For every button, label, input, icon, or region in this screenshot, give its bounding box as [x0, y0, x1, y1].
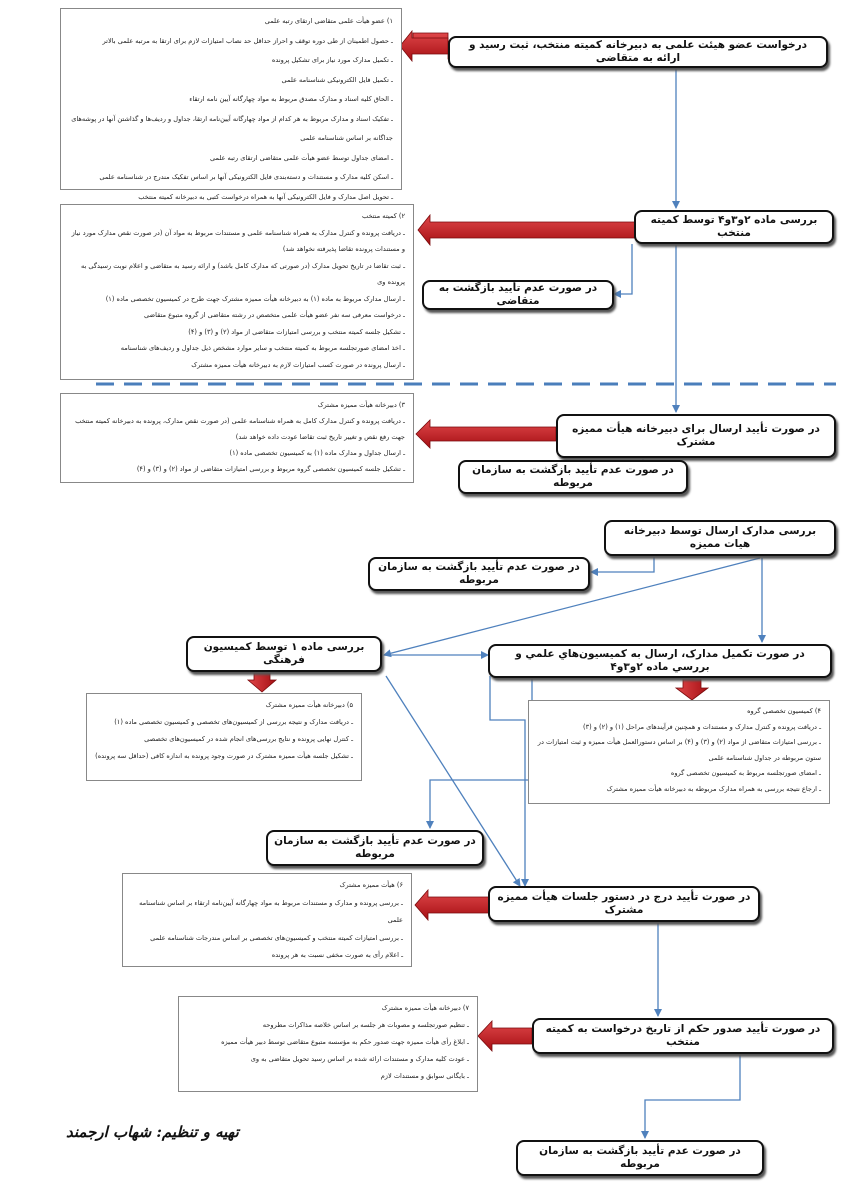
panel-item: ـ تکمیل مدارک مورد نیاز برای تشکیل پرونده	[271, 56, 393, 64]
red-arrow-s12-p7	[478, 1021, 532, 1051]
step-request-submission: درخواست عضو هیئت علمی به دبیرخانه کمیته منتخب، ثبت رسید و ارائه به متقاضی	[448, 36, 828, 68]
panel-item: ـ حصول اطمینان از طی دوره توقف و احراز حداقل حد نصاب امتیازات لازم برای ارتقا به مرتبه علمی بالاتر	[102, 36, 393, 45]
panel-item: ـ تکمیل فایل الکترونیکی شناسنامه علمی	[281, 75, 393, 84]
red-arrow-s4-p3	[416, 420, 556, 448]
step-cultural-commission-review: بررسی ماده ۱ توسط کمیسیون فرهنگی	[186, 636, 382, 672]
panel-item: ـ تفکیک اسناد و مدارک مربوط به هر کدام از مواد چهارگانه آیین‌نامه ارتقا، جداول و ردیف‌ها و گذاشتن آنها در پوشه‌های جداگانه بر اساس شناسنامه علمی	[71, 114, 393, 142]
panel-committee-tasks	[60, 204, 414, 380]
connector-s9-s10	[430, 676, 532, 828]
panel-item: ـ اخذ امضای صورتجلسه مربوط به کمیته منتخب و سایر موارد مشخص ذیل جداول و ردیف‌های شناسنامه	[120, 344, 405, 352]
red-arrow-s9-p4	[676, 678, 708, 700]
panel-item: ـ ثبت تقاضا در تاریخ تحویل مدارک (در صورتی که مدارک کامل باشد) و ارائه رسید به متقاضی و اعلام نوبت رسیدگی به پرونده وی	[80, 261, 405, 286]
panel-item: ـ بررسی امتیازات کمیته منتخب و کمیسیون‌های تخصصی بر اساس مندرجات شناسنامه علمی	[150, 933, 403, 942]
step-return-to-organization-1: در صورت عدم تأیید بازگشت به سازمان مربوطه	[458, 460, 688, 494]
step-return-to-organization-4: در صورت عدم تأیید بازگشت به سازمان مربوطه	[516, 1140, 764, 1176]
panel-item: ـ کنترل نهایی پرونده و نتایج بررسی‌های انجام شده در کمیسیون‌های تخصصی	[144, 735, 353, 743]
panel-item: ـ درخواست معرفی سه نفر عضو هیأت علمی متخصص در رشته متقاضی از گروه متبوع متقاضی	[144, 311, 405, 319]
panel-item: ـ اسکن کلیه مدارک و مستندات و دسته‌بندی فایل الکترونیکی آنها بر اساس تفکیک مندرج در شناسنامه علمی	[99, 173, 393, 181]
panel-specialized-commission-tasks	[528, 700, 830, 804]
step-send-to-board-secretariat: در صورت تأیید ارسال برای دبیرخانه هیأت ممیزه مشترک	[556, 414, 836, 458]
panel-item: ـ دریافت مدارک و نتیجه بررسی از کمیسیون‌های تخصصی و کمیسیون تخصصی ماده (۱)	[114, 718, 353, 726]
panel-item: ـ امضای جداول توسط عضو هیأت علمی متقاضی ارتقای رتبه علمی	[210, 153, 393, 162]
panel-item: ـ امضای صورتجلسه مربوط به کمیسیون تخصصی گروه	[670, 769, 821, 777]
panel-item: ـ بررسی امتیازات متقاضی از مواد (۲) و (۳) و (۴) بر اساس دستورالعمل هیأت ممیزه و ثبت امتیازات در ستون مربوطه در جداول شناسنامه علمی	[537, 738, 821, 762]
panel-item: ـ بررسی پرونده و مدارک و مستندات مربوط به مواد چهارگانه آیین‌نامه ارتقاء بر اساس شناسنامه علمی	[139, 898, 403, 924]
step-board-meeting-agenda: در صورت تأیید درج در دستور جلسات هیأت ممیزه مشترک	[488, 886, 760, 922]
panel-item: ـ ارسال جداول و مدارک ماده (۱) به کمیسیون تخصصی ماده (۱)	[229, 449, 405, 457]
panel-item: ـ دریافت پرونده و کنترل مدارک به همراه شناسنامه علمی و مستندات مربوط به مواد آن (در صورت نقص مدارک مورد نیاز و مستندات پرونده تقاضا پذیرفته نخواهد شد)	[71, 228, 405, 253]
author-signature: تهیه و تنظیم: شهاب ارجمند	[66, 1123, 239, 1141]
red-arrow-s11-p6	[415, 890, 490, 920]
panel-title: ۵) دبیرخانه هیأت ممیزه مشترک	[265, 701, 353, 709]
step-return-to-applicant: در صورت عدم تأیید بازگشت به متقاضی	[422, 280, 614, 310]
step-return-to-organization-2: در صورت عدم تأیید بازگشت به سازمان مربوطه	[368, 557, 590, 591]
panel-title: ۱) عضو هیأت علمی متقاضی ارتقای رتبه علمی	[264, 17, 393, 25]
panel-item: ـ ابلاغ رأی هیأت ممیزه جهت صدور حکم به مؤسسه متبوع متقاضی توسط دبیر هیأت ممیزه	[221, 1038, 469, 1046]
step-scientific-commissions-review: در صورت تکمیل مدارک، ارسال به کمیسیون‌هاي علمي و بررسي ماده ۲و۳و۴	[488, 644, 832, 678]
step-secretariat-review: بررسی مدارک ارسال توسط دبیرخانه هیات ممیزه	[604, 520, 836, 556]
connector-s6-s7	[591, 554, 654, 572]
step-return-to-organization-3: در صورت عدم تأیید بازگشت به سازمان مربوطه	[266, 830, 484, 866]
panel-title: ۲) کمیته منتخب	[361, 212, 405, 220]
panel-item: ـ تحویل اصل مدارک و فایل الکترونیکی آنها به همراه درخواست کتبی به دبیرخانه کمیته منتخب	[138, 192, 393, 201]
step-committee-review: بررسی ماده ۲و۳و۴ توسط کمیته منتخب	[634, 210, 834, 244]
panel-review-board-tasks	[122, 873, 412, 967]
panel-item: ـ تنظیم صورتجلسه و مصوبات هر جلسه بر اساس خلاصه مذاکرات مطروحه	[262, 1021, 469, 1029]
panel-item: ـ عودت کلیه مدارک و مستندات ارائه شده بر اساس رسید تحویل متقاضی به وی	[250, 1055, 469, 1063]
panel-title: ۷) دبیرخانه هیأت ممیزه مشترک	[381, 1004, 469, 1012]
panel-final-secretariat-tasks	[178, 996, 478, 1092]
connector-s9-s11	[490, 676, 525, 886]
connector-s12-s13	[645, 1052, 740, 1138]
panel-board-secretariat-tasks	[60, 393, 414, 483]
panel-item: ـ تشکیل جلسه کمیسیون تخصصی گروه مربوط و بررسی امتیازات متقاضی از مواد (۲) و (۳) و (۴)	[136, 465, 405, 473]
connector-s2-s3	[614, 244, 632, 294]
panel-title: ۴) کمیسیون تخصصی گروه	[747, 707, 821, 715]
red-arrow-s2-p2	[418, 215, 636, 245]
panel-applicant-tasks	[60, 8, 402, 201]
panel-item: ـ بایگانی سوابق و مستندات لازم	[380, 1072, 469, 1080]
panel-item: ـ ارسال پرونده در صورت کسب امتیازات لازم به دبیرخانه هیأت ممیزه مشترک	[191, 360, 405, 369]
step-issue-verdict: در صورت تأیید صدور حکم از تاریخ درخواست به کمیته منتخب	[532, 1018, 834, 1054]
panel-item: ـ دریافت پرونده و کنترل مدارک کامل به همراه شناسنامه علمی (در صورت نقص مدارک، پرونده به دبیرخانه کمیته منتخب جهت رفع نقص و تغییر تاریخ ثبت تقاضا عودت داده خواهد شد)	[75, 417, 405, 441]
panel-item: ـ تشکیل جلسه کمیته منتخب و بررسی امتیازات متقاضی از مواد (۲) و (۳) و (۴)	[188, 327, 405, 336]
panel-item: ـ دریافت پرونده و کنترل مدارک و مستندات و همچنین فرآیندهای مراحل (۱) و (۲) و (۳)	[582, 722, 821, 731]
panel-item: ـ تشکیل جلسه هیأت ممیزه مشترک در صورت وجود پرونده به اندازه کافی (حداقل سه پرونده)	[95, 752, 353, 760]
panel-item: ـ ارسال مدارک مربوط به ماده (۱) به دبیرخانه هیأت ممیزه مشترک جهت طرح در کمیسیون تخصصی ماده (۱)	[105, 294, 405, 303]
panel-title: ۶) هیأت ممیزه مشترک	[339, 881, 403, 889]
panel-item: ـ ارجاع نتیجه بررسی به همراه مدارک مربوطه به دبیرخانه هیأت ممیزه مشترک	[606, 784, 821, 793]
panel-item: ـ الحاق کلیه اسناد و مدارک مصدق مربوط به مواد چهارگانه آیین نامه ارتقاء	[189, 95, 393, 103]
panel-item: ـ اعلام رأی به صورت مخفی نسبت به هر پرونده	[271, 951, 403, 959]
panel-title: ۳) دبیرخانه هیأت ممیزه مشترک	[317, 401, 405, 409]
panel-secretariat-final-tasks	[86, 693, 362, 781]
